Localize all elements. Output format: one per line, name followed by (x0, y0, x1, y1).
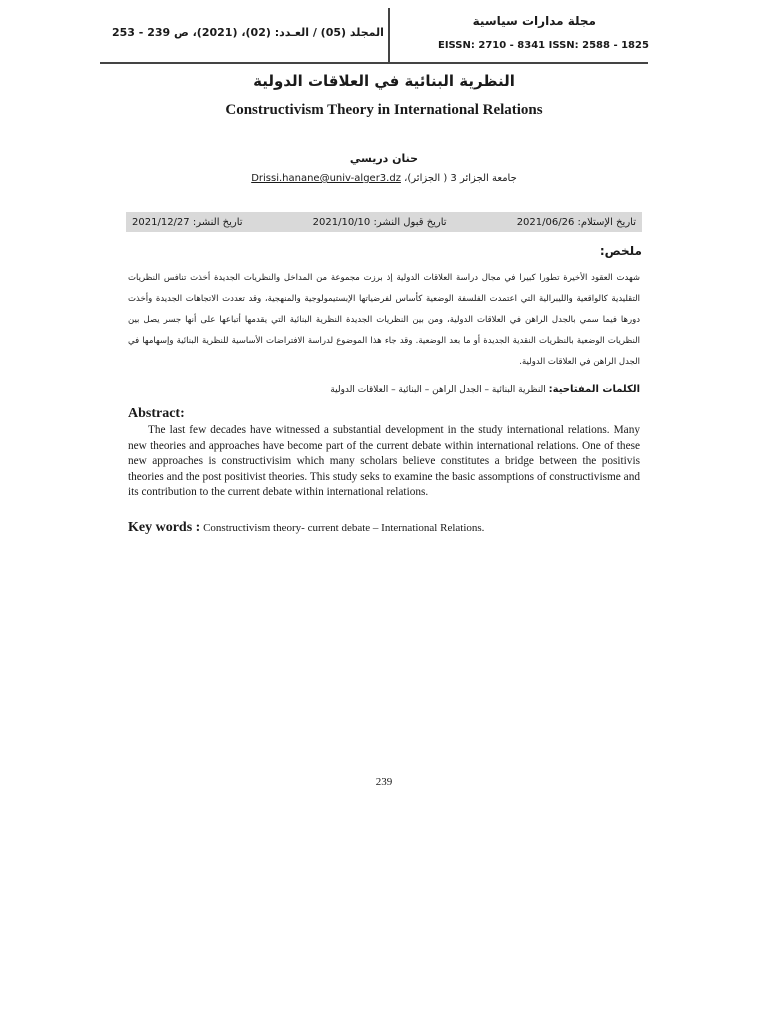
author-affiliation: جامعة الجزائر 3 ( الجزائر)، (404, 173, 517, 184)
date-accepted: تاريخ قبول النشر: 2021/10/10 (312, 216, 447, 228)
keywords-english-text: Constructivism theory- current debate – International Relations. (203, 522, 485, 534)
keywords-english (128, 520, 640, 536)
journal-issn: EISSN: 2710 - 8341 ISSN: 2588 - 1825 (438, 40, 649, 51)
author-email[interactable]: Drissi.hanane@univ-alger3.dz (251, 173, 401, 184)
abstract-english-heading: Abstract: (128, 406, 185, 421)
dates-bar (126, 212, 642, 232)
author-name: حنان دريسي (349, 152, 419, 165)
header-divider (388, 8, 390, 62)
page-number: 239 (375, 776, 393, 788)
date-received: تاريخ الإستلام: 2021/06/26 (516, 216, 636, 228)
abstract-arabic-heading: ملخص: (599, 244, 642, 258)
volume-issue-pages: المجلد (05) / العـدد: (02)، (2021)، ص 239 - 253 (112, 26, 384, 39)
title-arabic: النظرية البنائية في العلاقات الدولية (253, 72, 515, 90)
keywords-arabic (128, 384, 640, 395)
keywords-english-label: Key words : (128, 520, 201, 535)
abstract-arabic-text: شهدت العقود الأخيرة تطورا كبيرا في مجال دراسة العلاقات الدولية إذ برزت مجموعة من المداخل والنظريات الجديدة أخذت تنافس النظريات التقليدية كالواقعية والليبرالية التي اعتمدت الفلسفة الوضعية كأساس لفرضياتها الإبستيمولوجية والمنهجية، وقد تعددت الاتجاهات الجديدة وأخذت دورها فيما سمي بالجدل الراهن في العلاقات الدولية، ومن بين النظريات الجديدة النظرية البنائية التي يقدمها أتباعها على أنها جسر يصل بين النظريات الوضعية بالنظريات النقدية الجديدة أو ما بعد الوضعية. وقد جاء هذا الموضوع لدراسة الافتراضات الأساسية للنظرية البنائية وإسهامها في الجدل الراهن في العلاقات الدولية. (128, 273, 640, 367)
date-published: تاريخ النشر: 2021/12/27 (132, 216, 243, 228)
author-affiliation-line (0, 173, 768, 184)
title-english: Constructivism Theory in International Relations (225, 102, 543, 118)
abstract-english-text: The last few decades have witnessed a substantial development in the study international relations. Many new theories and approaches have become part of the current debate within international relations. One of these new approaches is constructivisim which many scholars believe constitutes a bridge between the positivis theories and the post positivist theories. This study seks to examine the basic assomptions of constructivisme and its contribution to the current debate within international relations. (128, 424, 640, 498)
keywords-arabic-label: الكلمات المفتاحية: (548, 384, 640, 395)
journal-name: مجلة مدارات سياسية (472, 14, 596, 28)
keywords-arabic-text: النظرية البنائية – الجدل الراهن – البنائية – العلاقات الدولية (330, 385, 546, 395)
